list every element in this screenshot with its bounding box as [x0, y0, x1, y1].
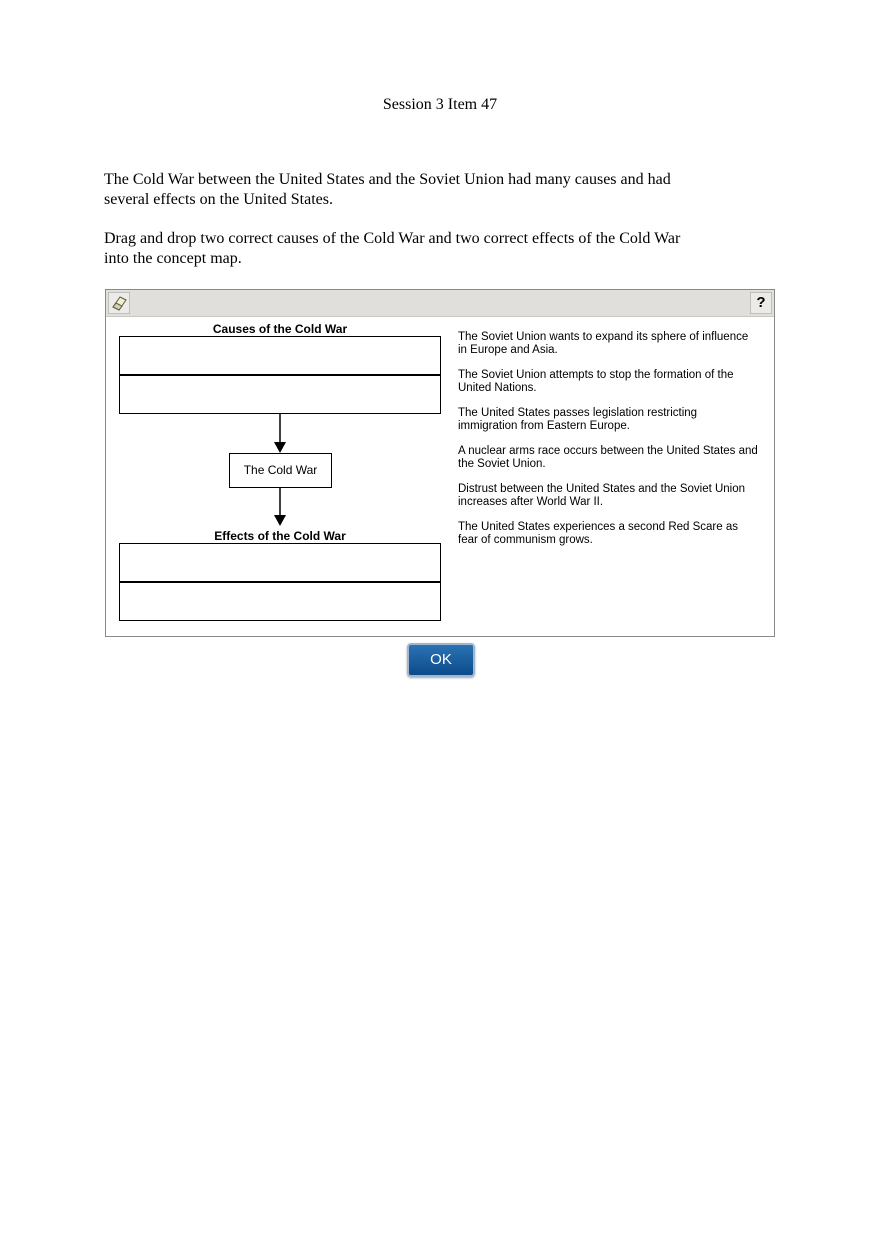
draggable-option[interactable]: A nuclear arms race occurs between the United States and the Soviet Union. [458, 445, 758, 470]
effect-drop-zone-1[interactable] [119, 543, 441, 582]
help-button[interactable]: ? [750, 292, 772, 314]
draggable-option[interactable]: Distrust between the United States and the Soviet Union increases after World War II. [458, 483, 746, 508]
effect-drop-zone-2[interactable] [119, 582, 441, 621]
prompt-paragraph-2: Drag and drop two correct causes of the Cold War and two correct effects of the Cold War into the concept map. [104, 230, 681, 267]
causes-heading: Causes of the Cold War [212, 322, 348, 336]
arrow-down-icon-1 [274, 414, 286, 453]
effects-heading: Effects of the Cold War [214, 529, 346, 543]
session-title: Session 3 Item 47 [382, 96, 498, 113]
draggable-option[interactable]: The United States experiences a second Red Scare as fear of communism grows. [458, 521, 738, 546]
ok-button[interactable]: OK [407, 643, 475, 677]
arrow-down-icon-2 [274, 488, 286, 526]
prompt-paragraph-1: The Cold War between the United States and the Soviet Union had many causes and had several effects on the United States. [104, 171, 671, 208]
draggable-option[interactable]: The United States passes legislation restricting immigration from Eastern Europe. [458, 407, 698, 432]
draggable-options-list [458, 331, 758, 559]
draggable-option[interactable]: The Soviet Union wants to expand its sphere of influence in Europe and Asia. [458, 331, 749, 356]
item-panel [105, 289, 775, 637]
cold-war-node: The Cold War [229, 453, 332, 488]
draggable-option[interactable]: The Soviet Union attempts to stop the formation of the United Nations. [458, 369, 734, 394]
